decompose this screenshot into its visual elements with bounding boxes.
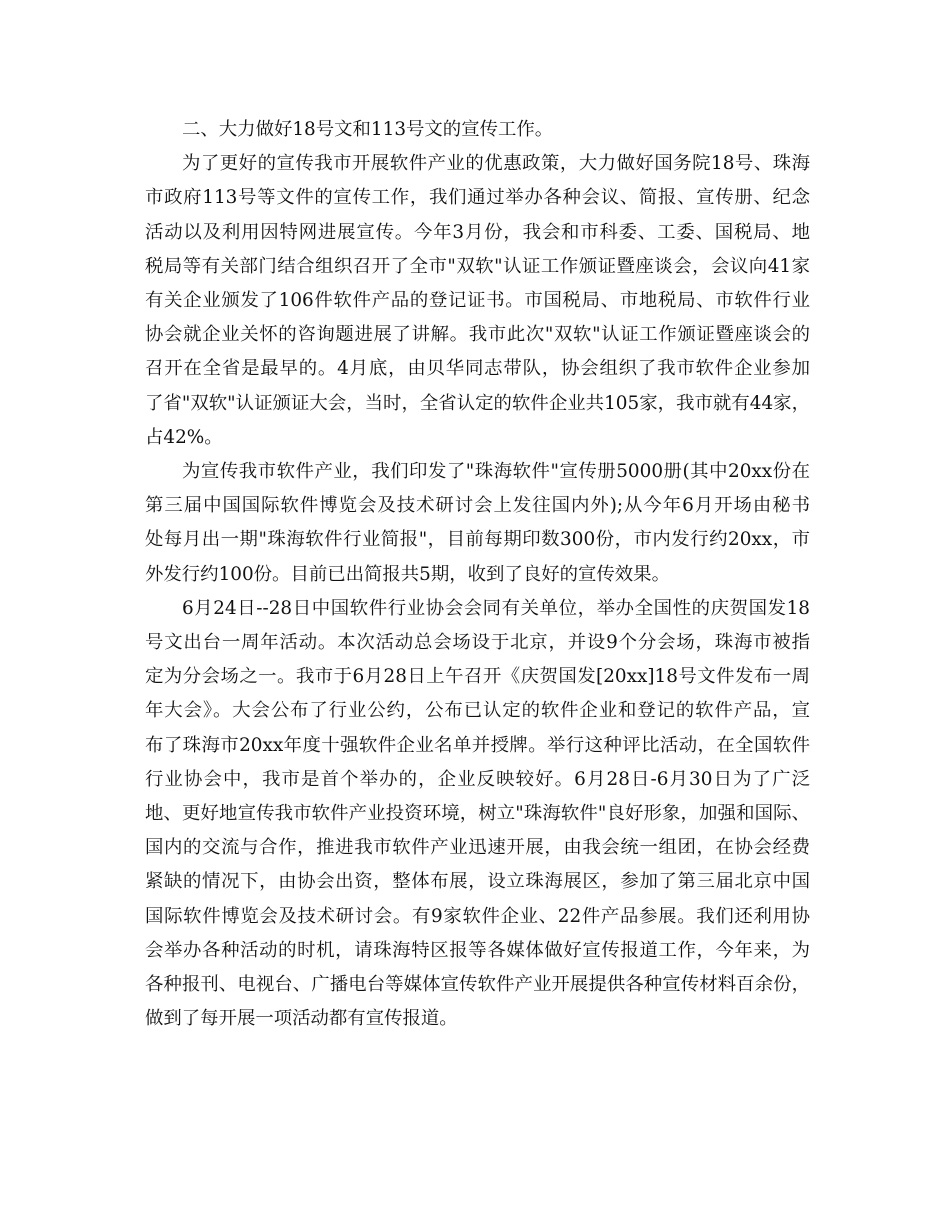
- text-line: 了省"双软"认证颁证大会，当时，全省认定的软件企业共105家，我市就有44家，: [145, 392, 810, 414]
- text-line: 国际软件博览会及技术研讨会。有9家软件企业、22件产品参展。我们还利用协: [145, 905, 810, 927]
- text-line: 第三届中国国际软件博览会及技术研讨会上发往国内外);从今年6月开场由秘书: [145, 495, 810, 517]
- text-line: 布了珠海市20xx年度十强软件企业名单并授牌。举行这种评比活动，在全国软件: [145, 734, 810, 756]
- text-line: 协会就企业关怀的咨询题进展了讲解。我市此次"双软"认证工作颁证暨座谈会的: [145, 324, 810, 346]
- text-line: 活动以及利用因特网进展宣传。今年3月份，我会和市科委、工委、国税局、地: [145, 221, 810, 243]
- text-line: 年大会》。大会公布了行业公约，公布已认定的软件企业和登记的软件产品，宣: [145, 700, 810, 722]
- text-line: 定为分会场之一。我市于6月28日上午召开《庆贺国发[20xx]18号文件发布一周: [145, 666, 810, 688]
- paragraph-1: [145, 147, 810, 455]
- text-line: 地、更好地宣传我市软件产业投资环境，树立"珠海软件"良好形象，加强和国际、: [145, 803, 810, 825]
- text-line: 号文出台一周年活动。本次活动总会场设于北京，并设9个分会场，珠海市被指: [145, 632, 810, 654]
- text-line: 外发行约100份。目前已出简报共5期，收到了良好的宣传效果。: [145, 563, 670, 585]
- text-line: 国内的交流与合作，推进我市软件产业迅速开展，由我会统一组团，在协会经费: [145, 837, 810, 859]
- text-line: 税局等有关部门结合组织召开了全市"双软"认证工作颁证暨座谈会，会议向41家: [145, 255, 810, 277]
- text-line: 做到了每开展一项活动都有宣传报道。: [145, 1008, 458, 1030]
- text-line: 召开在全省是最早的。4月底，由贝华同志带队，协会组织了我市软件企业参加: [145, 358, 810, 380]
- text-line: 各种报刊、电视台、广播电台等媒体宣传软件产业开展提供各种宣传材料百余份，: [145, 974, 810, 996]
- text-line: 6月24日--28日中国软件行业协会会同有关单位，举办全国性的庆贺国发18: [182, 597, 810, 619]
- text-line: 紧缺的情况下，由协会出资，整体布展，设立珠海展区，参加了第三届北京中国: [145, 871, 810, 893]
- paragraph-3: [145, 592, 810, 1037]
- text-line: 为了更好的宣传我市开展软件产业的优惠政策，大力做好国务院18号、珠海: [182, 153, 810, 175]
- text-line: 行业协会中，我市是首个举办的，企业反映较好。6月28日-6月30日为了广泛: [145, 768, 810, 790]
- text-line: 市政府113号等文件的宣传工作，我们通过举办各种会议、简报、宣传册、纪念: [145, 187, 810, 209]
- paragraph-2: [145, 455, 810, 592]
- text-line: 为宣传我市软件产业，我们印发了"珠海软件"宣传册5000册(其中20xx份在: [182, 461, 810, 483]
- section-heading: 二、大力做好18号文和113号文的宣传工作。: [182, 119, 554, 140]
- text-line: 会举办各种活动的时机，请珠海特区报等各媒体做好宣传报道工作，今年来，为: [145, 939, 810, 961]
- text-line: 有关企业颁发了106件软件产品的登记证书。市国税局、市地税局、市软件行业: [145, 290, 810, 312]
- text-line: 处每月出一期"珠海软件行业简报"，目前每期印数300份，市内发行约20xx，市: [145, 529, 810, 551]
- text-line: 占42%。: [145, 426, 223, 448]
- document-page: [145, 113, 810, 1036]
